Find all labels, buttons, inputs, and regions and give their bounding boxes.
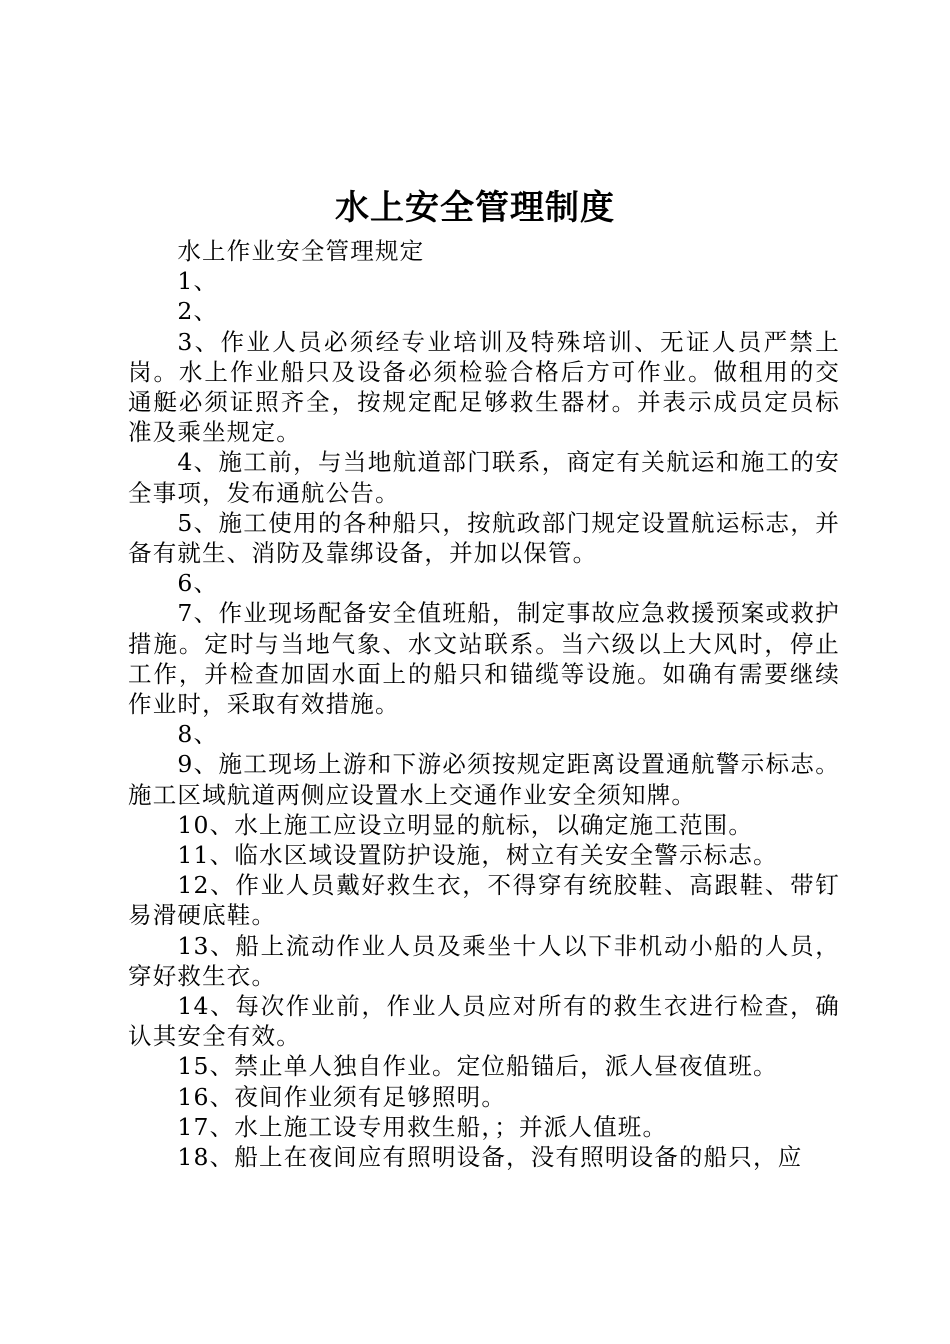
paragraph: 9、施工现场上游和下游必须按规定距离设置通航警示标志。施工区域航道两侧应设置水上交通作业安全须知牌。: [128, 750, 840, 809]
paragraph: 5、施工使用的各种船只，按航政部门规定设置航运标志，并备有就生、消防及靠绑设备，并加以保管。: [128, 508, 840, 568]
paragraph: 13、船上流动作业人员及乘坐十人以下非机动小船的人员，穿好救生衣。: [128, 931, 840, 990]
paragraph: 17、水上施工设专用救生船，；并派人值班。: [177, 1112, 668, 1141]
paragraph: 水上作业安全管理规定: [177, 237, 425, 265]
paragraph: 8、: [177, 720, 219, 749]
paragraph: 2、: [177, 297, 219, 326]
paragraph: 11、临水区域设置防护设施，树立有关安全警示标志。: [177, 841, 778, 870]
paragraph: 6、: [177, 569, 219, 598]
document-body: [128, 236, 840, 1172]
paragraph: 14、每次作业前，作业人员应对所有的救生衣进行检查，确认其安全有效。: [128, 992, 840, 1051]
paragraph: 18、船上在夜间应有照明设备，没有照明设备的船只，应: [177, 1143, 803, 1172]
paragraph: 12、作业人员戴好救生衣，不得穿有统胶鞋、高跟鞋、带钉易滑硬底鞋。: [128, 871, 840, 930]
paragraph: 4、施工前，与当地航道部门联系，商定有关航运和施工的安全事项，发布通航公告。: [128, 448, 840, 507]
paragraph: 16、夜间作业须有足够照明。: [177, 1082, 507, 1111]
document-title: 水上安全管理制度: [335, 188, 615, 228]
paragraph: 15、禁止单人独自作业。定位船锚后，派人昼夜值班。: [177, 1052, 778, 1081]
paragraph: 3、作业人员必须经专业培训及特殊培训、无证人员严禁上岗。水上作业船只及设备必须检验合格后方可作业。做租用的交通艇必须证照齐全，按规定配足够救生器材。并表示成员定员标准及乘坐规定。: [128, 327, 840, 447]
paragraph: 7、作业现场配备安全值班船，制定事故应急救援预案或救护措施。定时与当地气象、水文站联系。当六级以上大风时，停止工作，并检查加固水面上的船只和锚缆等设施。如确有需要继续作业时，采取有效措施。: [128, 599, 840, 719]
paragraph: 1、: [177, 267, 219, 296]
paragraph: 10、水上施工应设立明显的航标，以确定施工范围。: [177, 810, 754, 839]
